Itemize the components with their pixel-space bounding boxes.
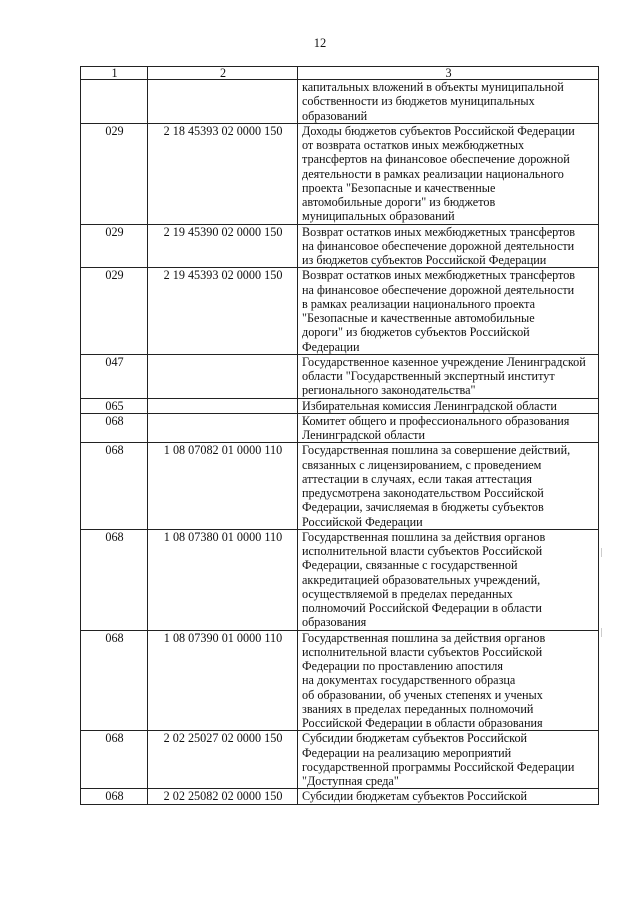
description-line: Доходы бюджетов субъектов Российской Федерации xyxy=(302,123,575,138)
description-line: Государственная пошлина за действия органов xyxy=(302,529,546,544)
table-row xyxy=(81,224,599,268)
income-code-cell: 1 08 07380 01 0000 110 xyxy=(148,529,298,630)
table-row xyxy=(81,123,599,224)
table-row xyxy=(81,789,599,804)
income-codes-table xyxy=(80,66,599,805)
admin-code-cell: 029 xyxy=(81,123,148,224)
column-header-2: 2 xyxy=(148,67,298,80)
income-code-cell: 1 08 07390 01 0000 110 xyxy=(148,630,298,731)
description-line: государственной программы Российской Федерации xyxy=(302,759,575,774)
description-line: от возврата остатков иных межбюджетных xyxy=(302,138,525,152)
table-header-row xyxy=(81,67,599,80)
table-row xyxy=(81,268,599,355)
income-code-cell: 1 08 07082 01 0000 110 xyxy=(148,443,298,530)
description-cell xyxy=(298,529,599,630)
description-line: из бюджетов субъектов Российской Федерации xyxy=(302,253,547,267)
description-line: трансфертов на финансовое обеспечение дорожной xyxy=(302,152,570,167)
description-line: "Безопасные и качественные автомобильные xyxy=(302,311,535,325)
description-line: аккредитацией образовательных учреждений, xyxy=(302,572,541,587)
income-code-cell xyxy=(148,80,298,124)
admin-code-cell: 029 xyxy=(81,224,148,268)
income-code-cell: 2 19 45390 02 0000 150 xyxy=(148,224,298,268)
column-header-3: 3 xyxy=(298,67,599,80)
table-row xyxy=(81,80,599,124)
description-line: полномочий Российской Федерации в области xyxy=(302,601,542,615)
admin-code-cell: 047 xyxy=(81,354,148,398)
table-row xyxy=(81,354,599,398)
description-cell xyxy=(298,443,599,530)
description-line: об образовании, об ученых степенях и ученых xyxy=(302,687,543,702)
description-line: на финансовое обеспечение дорожной деятельности xyxy=(302,282,575,297)
income-code-cell: 2 02 25027 02 0000 150 xyxy=(148,731,298,789)
description-cell xyxy=(298,224,599,268)
description-line: Субсидии бюджетам субъектов Российской xyxy=(302,789,528,804)
description-line: Возврат остатков иных межбюджетных трансфертов xyxy=(302,268,576,283)
description-line: Ленинградской области xyxy=(302,428,425,442)
description-cell xyxy=(298,731,599,789)
admin-code-cell: 068 xyxy=(81,413,148,443)
description-line: исполнительной власти субъектов Российской xyxy=(302,644,543,659)
admin-code-cell: 068 xyxy=(81,443,148,530)
table-body xyxy=(81,80,599,805)
description-line: области "Государственный экспертный институт xyxy=(302,369,555,383)
description-line: на документах государственного образца xyxy=(302,673,516,688)
income-code-cell xyxy=(148,398,298,413)
admin-code-cell: 065 xyxy=(81,398,148,413)
description-line: Субсидии бюджетам субъектов Российской xyxy=(302,731,528,746)
page-number: 12 xyxy=(313,36,327,50)
description-line: "Доступная среда" xyxy=(302,774,399,788)
description-cell xyxy=(298,80,599,124)
description-line: автомобильные дороги" из бюджетов xyxy=(302,195,496,209)
description-line: муниципальных образований xyxy=(302,209,455,224)
description-cell xyxy=(298,268,599,355)
description-line: Государственная пошлина за действия органов xyxy=(302,630,546,645)
description-cell xyxy=(298,123,599,224)
description-line: Федерации по проставлению апостиля xyxy=(302,659,503,673)
table-row xyxy=(81,731,599,789)
income-code-cell xyxy=(148,354,298,398)
table-row xyxy=(81,398,599,413)
income-code-cell xyxy=(148,413,298,443)
column-header-1: 1 xyxy=(81,67,148,80)
table-row xyxy=(81,529,599,630)
table-row xyxy=(81,630,599,731)
description-cell xyxy=(298,413,599,443)
description-line: регионального законодательства" xyxy=(302,383,476,398)
table-row xyxy=(81,443,599,530)
description-cell xyxy=(298,789,599,804)
admin-code-cell: 068 xyxy=(81,789,148,804)
scan-mark: | xyxy=(600,548,604,558)
description-line: Избирательная комиссия Ленинградской области xyxy=(302,398,557,413)
description-line: Федерации на реализацию мероприятий xyxy=(302,745,512,760)
admin-code-cell xyxy=(81,80,148,124)
description-cell xyxy=(298,354,599,398)
scan-mark: | xyxy=(600,628,604,638)
income-code-cell: 2 18 45393 02 0000 150 xyxy=(148,123,298,224)
description-line: в рамках реализации национального проекта xyxy=(302,296,536,311)
description-line: образования xyxy=(302,615,367,630)
description-line: Российской Федерации в области образования xyxy=(302,716,543,730)
description-line: Федерации xyxy=(302,339,360,354)
description-line: дороги" из бюджетов субъектов Российской xyxy=(302,325,530,340)
description-line: Государственное казенное учреждение Ленинградской xyxy=(302,354,586,369)
description-line: образований xyxy=(302,108,368,123)
description-line: исполнительной власти субъектов Российской xyxy=(302,544,543,558)
description-line: деятельности в рамках реализации национального xyxy=(302,166,564,181)
description-line: капитальных вложений в объекты муниципальной xyxy=(302,80,564,94)
admin-code-cell: 068 xyxy=(81,630,148,731)
description-line: Федерации, зачисляемая в бюджеты субъектов xyxy=(302,500,544,515)
income-code-cell: 2 02 25082 02 0000 150 xyxy=(148,789,298,804)
admin-code-cell: 068 xyxy=(81,529,148,630)
description-line: собственности из бюджетов муниципальных xyxy=(302,94,535,109)
description-line: на финансовое обеспечение дорожной деятельности xyxy=(302,238,575,253)
income-code-cell: 2 19 45393 02 0000 150 xyxy=(148,268,298,355)
description-line: связанных с лицензированием, с проведением xyxy=(302,457,542,472)
description-line: званиях в пределах переданных полномочий xyxy=(302,701,534,716)
description-line: Федерации, связанные с государственной xyxy=(302,558,518,573)
table-row xyxy=(81,413,599,443)
admin-code-cell: 068 xyxy=(81,731,148,789)
description-line: Комитет общего и профессионального образования xyxy=(302,413,570,428)
description-cell xyxy=(298,630,599,731)
description-cell xyxy=(298,398,599,413)
description-line: Российской Федерации xyxy=(302,514,423,529)
description-line: Возврат остатков иных межбюджетных трансфертов xyxy=(302,224,576,239)
admin-code-cell: 029 xyxy=(81,268,148,355)
description-line: Государственная пошлина за совершение действий, xyxy=(302,443,571,458)
description-line: проекта "Безопасные и качественные xyxy=(302,180,496,195)
description-line: осуществляемой в пределах переданных xyxy=(302,586,513,601)
description-line: аттестации в случаях, если такая аттестация xyxy=(302,471,532,486)
description-line: предусмотрена законодательством Российской xyxy=(302,486,544,500)
